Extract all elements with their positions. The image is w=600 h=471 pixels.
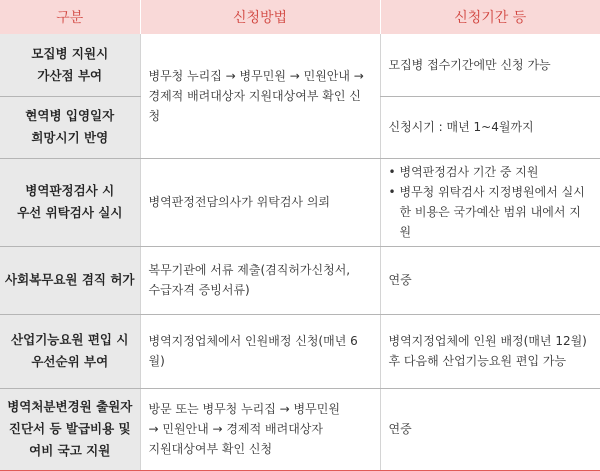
table-row [0,158,600,246]
row-method [140,158,380,246]
category-line: 우선 위탁검사 실시 [17,205,123,220]
row-category [0,388,140,470]
period-line: 연중 [388,422,412,436]
period-bullet: • 병역판정검사 기간 중 지원 [389,162,593,182]
category-line: 현역병 입영일자 [25,108,115,123]
method-line: 복무기관에 서류 제출(겸직허가신청서, [148,263,351,277]
row-period [380,246,600,314]
table-row [0,34,600,96]
method-line: → 민원안내 → 경제적 배려대상자 [148,422,323,436]
category-line: 희망시기 반영 [31,130,109,145]
row-method [140,388,380,470]
period-line: 모집병 접수기간에만 신청 가능 [388,57,551,72]
method-line: 병무청 누리집 → 병무민원 → 민원안내 → [148,68,364,83]
row-method [140,314,380,388]
table-row [0,246,600,314]
row-category [0,96,140,158]
row-period [380,388,600,470]
category-line: 여비 국고 지원 [29,443,111,458]
category-line: 모집병 지원시 [31,45,109,61]
row-category [0,34,140,96]
category-line: 진단서 등 발급비용 및 [8,421,131,436]
header-method: 신청방법 [140,0,380,34]
category-line: 우선순위 부여 [31,354,109,369]
header-category: 구분 [0,0,140,34]
row-period [380,34,600,96]
category-line: 산업기능요원 편입 시 [11,332,129,347]
period-line: 연중 [388,273,412,287]
header-period: 신청기간 등 [380,0,600,34]
method-line: 지원대상여부 확인 신청 [148,442,273,456]
method-line: 경제적 배려대상자 지원대상여부 확인 신청 [148,88,361,123]
table-header-row [0,0,600,34]
category-line: 병역처분변경원 출원자 [7,399,133,414]
row-category [0,158,140,246]
row-category [0,314,140,388]
period-line: 후 다음해 산업기능요원 편입 가능 [388,354,567,368]
row-period [380,96,600,158]
category-line: 가산점 부여 [37,67,103,83]
row-period [380,158,600,246]
method-line: 병역지정업체에서 인원배정 신청(매년 6월) [148,334,358,368]
row-method [140,246,380,314]
row-period [380,314,600,388]
row-method [140,34,380,158]
table-row [0,388,600,470]
method-line: 병역판정전담의사가 위탁검사 의뢰 [148,195,331,209]
period-bullet-list [389,162,593,242]
row-category [0,246,140,314]
category-line: 사회복무요원 겸직 허가 [5,272,135,287]
period-bullet: • 병무청 위탁검사 지정병원에서 실시한 비용은 국가예산 범위 내에서 지원 [389,182,593,242]
method-line: 방문 또는 병무청 누리집 → 병무민원 [148,402,340,416]
category-line: 병역판정검사 시 [25,183,115,198]
method-line: 수급자격 증빙서류) [148,283,250,297]
period-line: 병역지정업체에 인원 배정(매년 12월) [388,334,587,348]
table-row [0,314,600,388]
period-line: 신청시기 : 매년 1~4월까지 [388,120,534,134]
